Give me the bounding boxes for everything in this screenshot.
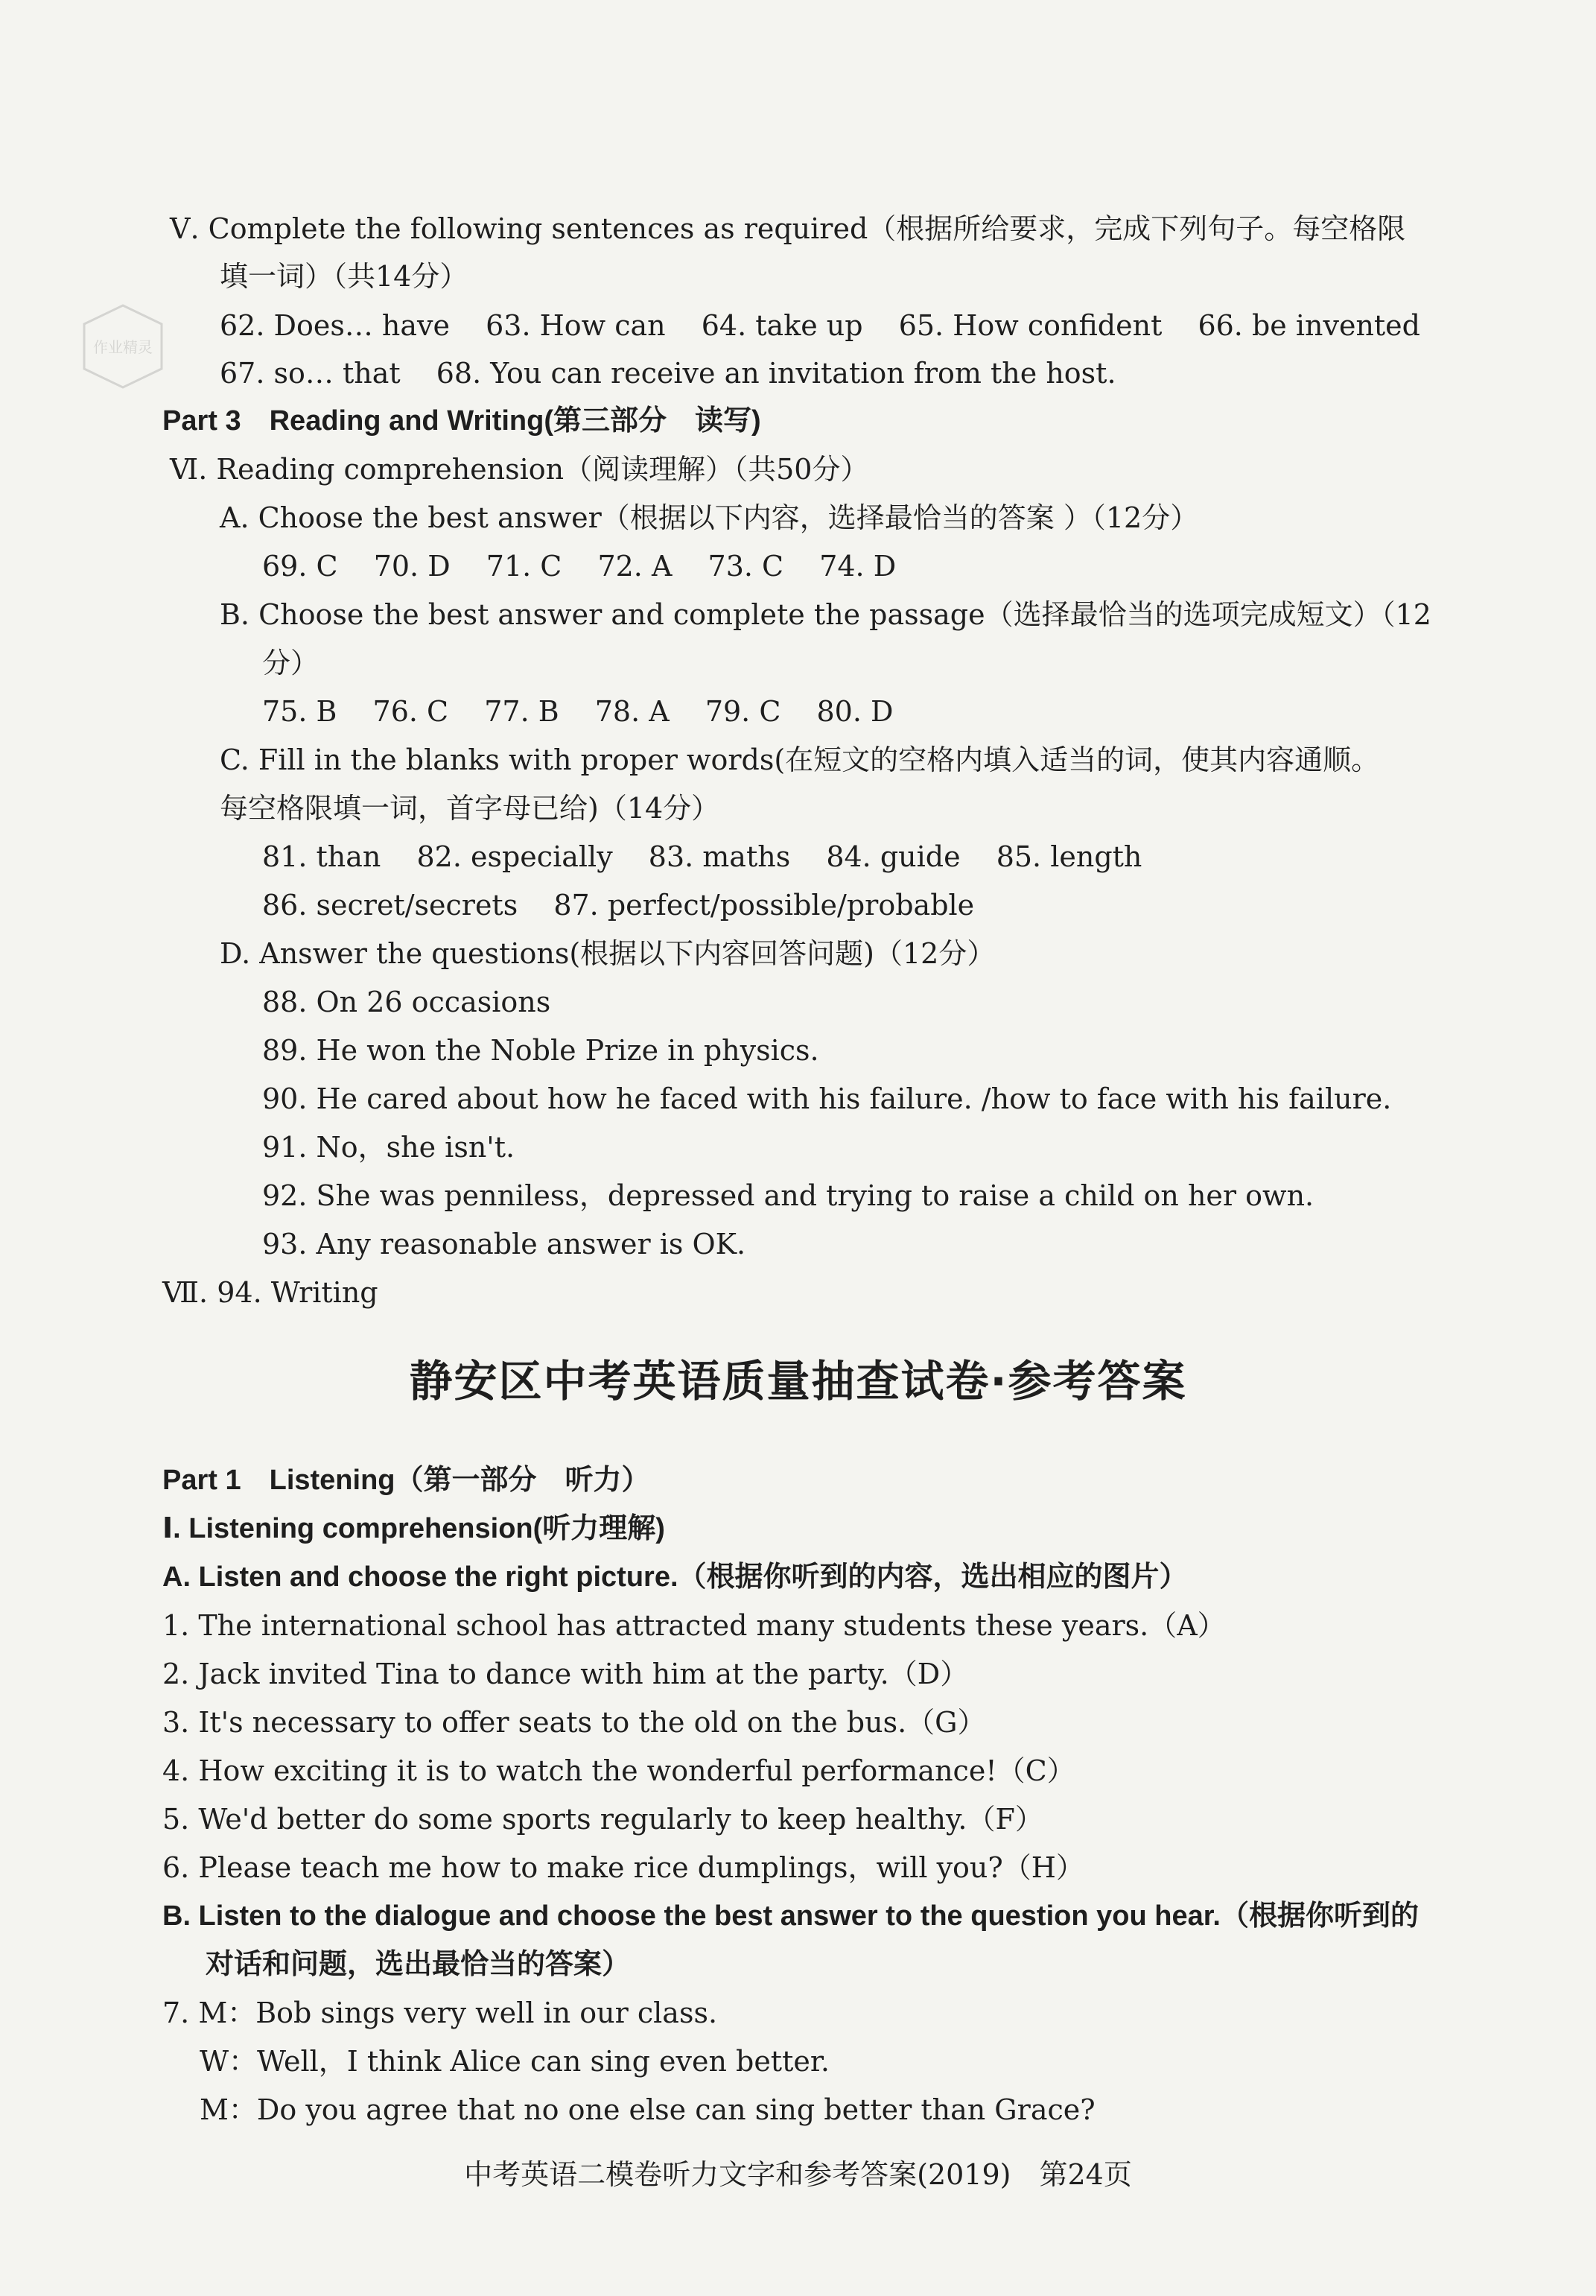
answer-74: 74. D	[819, 550, 897, 583]
answer-91: 91. No，she isn't.	[262, 1131, 515, 1164]
section-vi-text: Reading comprehension（阅读理解）（共50分）	[216, 453, 869, 486]
answer-86: 86. secret/secrets	[262, 889, 518, 922]
section-vi-c-title-line1: C. Fill in the blanks with proper words(在短文的空格内填入适当的词，使其内容通顺。	[220, 743, 1380, 776]
section-v-line2: 填一词）（共14分）	[220, 260, 468, 293]
answer-90: 90. He cared about how he faced with his failure. /how to face with his failure.	[262, 1082, 1392, 1115]
section-vi-d-title: D. Answer the questions(根据以下内容回答问题)（12分）	[220, 937, 996, 970]
stamp-text: 作业精灵	[93, 338, 153, 356]
part3-title: Part 3 Reading and Writing(第三部分 读写)	[162, 405, 761, 437]
section-v-answers-row1	[220, 308, 1420, 343]
listening-item-1: 1. The international school has attracted many students these years.（A）	[162, 1609, 1226, 1642]
answer-89: 89. He won the Noble Prize in physics.	[262, 1034, 819, 1067]
answer-62: 62. Does… have	[220, 309, 451, 342]
section-v-line1	[170, 211, 1405, 247]
answer-92: 92. She was penniless，depressed and trying to raise a child on her own.	[262, 1179, 1314, 1212]
answer-70: 70. D	[373, 550, 451, 583]
section-vi-c-answers-row2	[262, 887, 974, 923]
section-vi-title	[170, 451, 869, 487]
answer-75: 75. B	[262, 695, 337, 728]
answer-76: 76. C	[372, 695, 449, 728]
section-vi-numeral: Ⅵ.	[170, 453, 208, 486]
answer-78: 78. A	[594, 695, 670, 728]
listening-item-3: 3. It's necessary to offer seats to the old on the bus.（G）	[162, 1706, 986, 1739]
section-vi-c-answers-row1	[262, 839, 1142, 875]
section-vii-text: 94. Writing	[217, 1276, 378, 1309]
section-vi-c-title-line2: 每空格限填一词，首字母已给)（14分）	[220, 792, 720, 825]
listening-item-5: 5. We'd better do some sports regularly to keep healthy.（F）	[162, 1803, 1043, 1836]
answer-87: 87. perfect/possible/probable	[553, 889, 975, 922]
section-vi-b-title-line1: B. Choose the best answer and complete the passage（选择最恰当的选项完成短文）（12	[220, 598, 1431, 631]
answer-80: 80. D	[816, 695, 894, 728]
answer-71: 71. C	[486, 550, 562, 583]
answer-77: 77. B	[484, 695, 559, 728]
answer-72: 72. A	[597, 550, 673, 583]
answer-82: 82. especially	[416, 840, 613, 873]
dialogue-line-2: W：Well，I think Alice can sing even better.	[200, 2045, 830, 2078]
answer-84: 84. guide	[826, 840, 961, 873]
answer-93: 93. Any reasonable answer is OK.	[262, 1228, 746, 1260]
part1-title: Part 1 Listening（第一部分 听力）	[162, 1465, 650, 1496]
page-footer: 中考英语二模卷听力文字和参考答案(2019) 第24页	[464, 2158, 1132, 2191]
answer-68: 68. You can receive an invitation from the host.	[436, 357, 1116, 390]
listening-item-2: 2. Jack invited Tina to dance with him at the party.（D）	[162, 1658, 969, 1690]
main-heading: 静安区中考英语质量抽查试卷·参考答案	[409, 1356, 1187, 1407]
section-vi-b-title-line2: 分）	[262, 647, 319, 679]
answer-81: 81. than	[262, 840, 381, 873]
listening-item-4: 4. How exciting it is to watch the wonderful performance!（C）	[162, 1754, 1075, 1787]
answer-65: 65. How confident	[898, 309, 1163, 342]
section-v-answers-row2	[220, 355, 1116, 391]
dialogue-line-3: M：Do you agree that no one else can sing better than Grace?	[200, 2093, 1096, 2126]
section-vi-a-answers	[262, 548, 896, 584]
section-v-numeral: Ⅴ.	[170, 212, 200, 245]
part1-section-i: Ⅰ. Listening comprehension(听力理解)	[162, 1513, 665, 1544]
answer-85: 85. length	[996, 840, 1142, 873]
answer-69: 69. C	[262, 550, 338, 583]
section-vi-a-title: A. Choose the best answer（根据以下内容，选择最恰当的答案 ）（12分）	[220, 501, 1199, 534]
part1-section-b-line2: 对话和问题，选出最恰当的答案）	[206, 1949, 631, 1980]
part1-section-a: A. Listen and choose the right picture.（根据你听到的内容，选出相应的图片）	[162, 1561, 1188, 1593]
section-vii-numeral: Ⅶ.	[162, 1276, 209, 1309]
answer-88: 88. On 26 occasions	[262, 986, 551, 1018]
part1-section-b-line1: B. Listen to the dialogue and choose the best answer to the question you hear.（根据你听到的	[162, 1900, 1419, 1932]
answer-66: 66. be invented	[1198, 309, 1420, 342]
answer-64: 64. take up	[701, 309, 863, 342]
answer-79: 79. C	[705, 695, 781, 728]
section-v-instruction: Complete the following sentences as required（根据所给要求，完成下列句子。每空格限	[208, 212, 1406, 245]
answer-67: 67. so… that	[220, 357, 401, 390]
section-vi-b-answers	[262, 694, 893, 729]
listening-item-6: 6. Please teach me how to make rice dumplings，will you?（H）	[162, 1851, 1084, 1884]
answer-63: 63. How can	[486, 309, 666, 342]
dialogue-line-1: 7. M：Bob sings very well in our class.	[162, 1997, 718, 2029]
stamp-watermark	[78, 302, 168, 391]
answer-73: 73. C	[708, 550, 784, 583]
section-vii	[162, 1275, 378, 1310]
answer-83: 83. maths	[648, 840, 791, 873]
